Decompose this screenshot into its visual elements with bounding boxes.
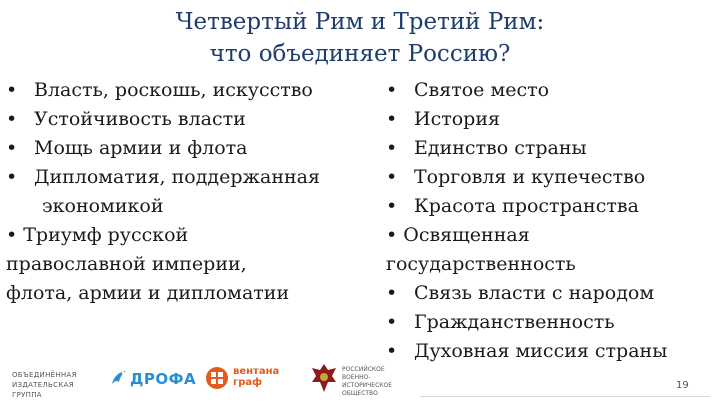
list-item <box>6 134 376 163</box>
bullet: • <box>386 166 398 188</box>
bullet: • <box>6 166 18 188</box>
military-history-society-logo <box>310 362 420 398</box>
title-line-2: что объединяет Россию? <box>209 41 511 67</box>
list-item-text: Красота пространства <box>414 195 639 217</box>
ventana-graf-logo <box>205 364 285 394</box>
list-item-text: Гражданственность <box>414 311 615 333</box>
bullet: • <box>386 108 398 130</box>
list-item-text: Святое место <box>414 79 550 101</box>
triumph-line-2: православной империи, <box>6 253 247 275</box>
page-number: 19 <box>676 380 689 391</box>
rucc-logo-line-2: ВОЕННО-ИСТОРИЧЕСКОЕ <box>342 374 393 389</box>
bullet: • <box>6 137 18 159</box>
list-item-text: Торговля и купечество <box>414 166 646 188</box>
list-item <box>386 308 716 337</box>
list-item <box>386 105 716 134</box>
list-item-text: Духовная миссия страны <box>414 340 668 362</box>
triumph-line-1: • Триумф русской <box>6 224 189 246</box>
triumph-line-3: флота, армии и дипломатии <box>6 282 290 304</box>
list-item-text: Устойчивость власти <box>34 108 246 130</box>
ventana-mark-icon <box>205 366 229 390</box>
rucc-logo-line-1: РОССИЙСКОЕ <box>342 366 385 373</box>
ventana-logo-text <box>233 366 279 388</box>
list-item-text: История <box>414 108 500 130</box>
ventana-logo-line-2: граф <box>233 377 263 388</box>
group-logo-line-1: ОБЪЕДИНЁННАЯ <box>12 371 77 379</box>
list-item-text: Связь власти с народом <box>414 282 655 304</box>
left-column <box>6 76 376 308</box>
title-line-1: Четвертый Рим и Третий Рим: <box>175 9 545 35</box>
bird-icon <box>110 368 128 388</box>
slide-title <box>60 6 660 70</box>
list-item-text: Единство страны <box>414 137 587 159</box>
ventana-logo-line-1: вентана <box>233 366 280 377</box>
drofa-logo <box>110 366 197 392</box>
list-item <box>386 192 716 221</box>
sanctified-line-1: • Освященная <box>386 224 530 246</box>
list-item <box>386 279 716 308</box>
footer-divider <box>420 396 710 397</box>
list-item-text: Мощь армии и флота <box>34 137 248 159</box>
bullet: • <box>6 108 18 130</box>
list-item <box>386 134 716 163</box>
list-item <box>6 163 376 192</box>
publishing-group-logo <box>12 370 96 400</box>
right-column <box>386 76 716 366</box>
footer <box>0 356 720 405</box>
list-item <box>6 105 376 134</box>
bullet: • <box>386 79 398 101</box>
list-item <box>386 163 716 192</box>
drofa-logo-text: ДРОФА <box>130 370 197 388</box>
list-item-text: Дипломатия, поддержанная <box>34 166 320 188</box>
bullet: • <box>386 340 398 362</box>
bullet: • <box>386 137 398 159</box>
bullet: • <box>386 282 398 304</box>
eagle-emblem-icon <box>310 362 338 396</box>
rucc-logo-text <box>342 366 420 398</box>
sanctified-line-2: государственность <box>386 253 576 275</box>
group-logo-line-2: ИЗДАТЕЛЬСКАЯ ГРУППА <box>12 381 74 399</box>
rucc-logo-line-3: ОБЩЕСТВО <box>342 390 378 397</box>
list-item <box>6 76 376 105</box>
list-item <box>386 76 716 105</box>
list-item-text: Власть, роскошь, искусство <box>34 79 313 101</box>
bullet: • <box>6 79 18 101</box>
bullet: • <box>386 195 398 217</box>
bullet: • <box>386 311 398 333</box>
list-item-continuation: экономикой <box>42 195 164 217</box>
